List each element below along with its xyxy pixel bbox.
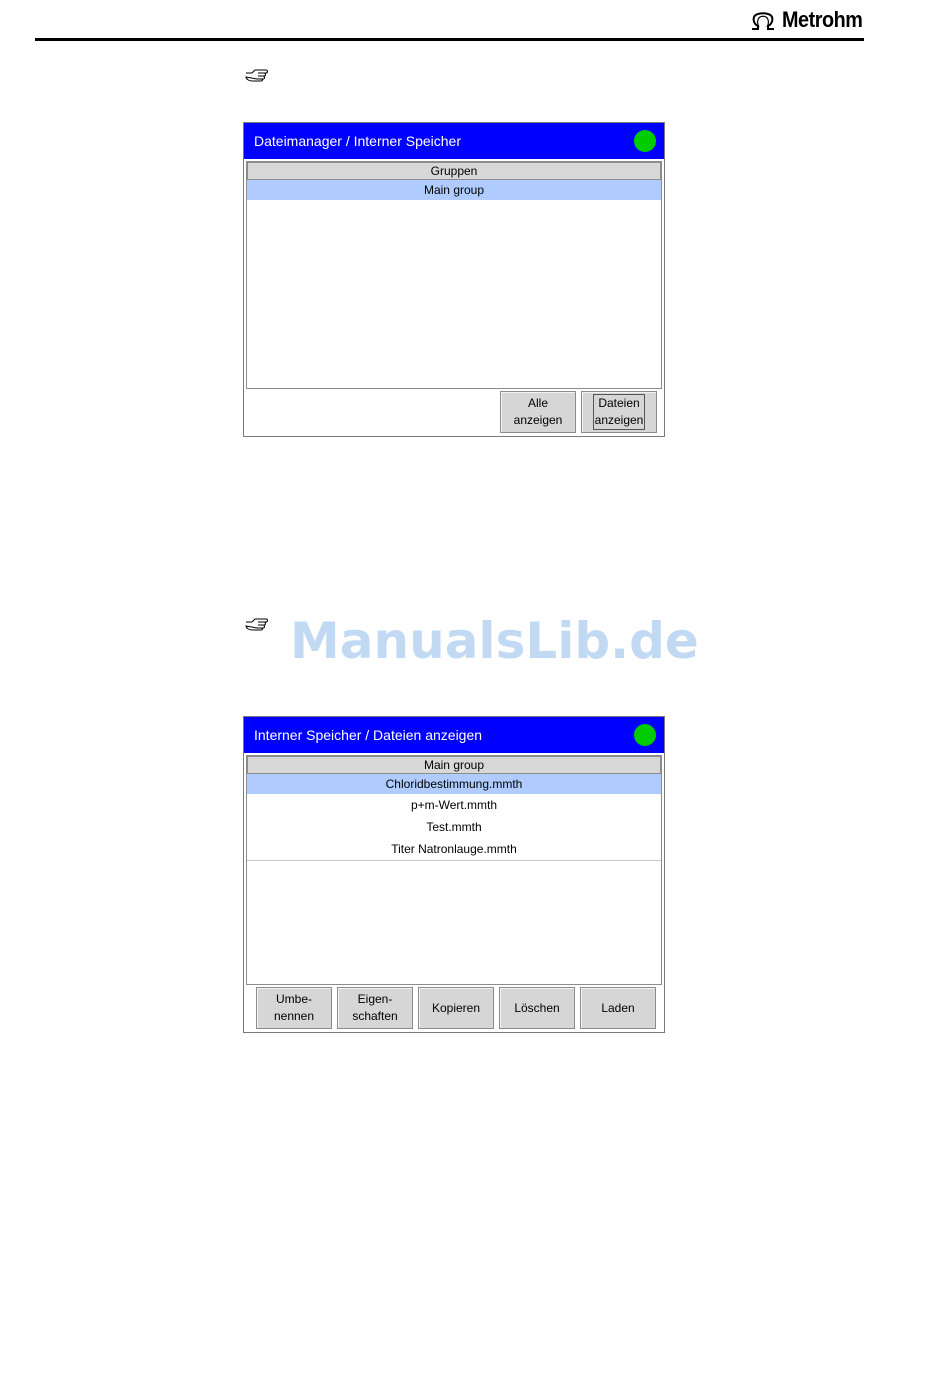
button-bar <box>244 985 664 1032</box>
groups-list <box>246 161 662 389</box>
pointing-hand-icon <box>244 67 270 83</box>
load-button[interactable]: Laden <box>580 987 656 1029</box>
properties-button[interactable]: Eigen- schaften <box>337 987 413 1029</box>
rename-button[interactable]: Umbe- nennen <box>256 987 332 1029</box>
column-header: Gruppen <box>247 162 661 180</box>
header-rule <box>35 38 864 41</box>
column-header: Main group <box>247 756 661 774</box>
logo-text: Metrohm <box>782 7 863 32</box>
copy-button[interactable]: Kopieren <box>418 987 494 1029</box>
list-item[interactable]: Chloridbestimmung.mmth <box>247 774 661 794</box>
window-title: Interner Speicher / Dateien anzeigen <box>254 727 483 743</box>
status-indicator <box>634 130 656 152</box>
title-bar <box>244 717 664 753</box>
pointing-hand-icon <box>244 616 270 632</box>
delete-button[interactable]: Löschen <box>499 987 575 1029</box>
show-all-button[interactable]: Alle anzeigen <box>500 391 576 433</box>
list-item[interactable]: p+m-Wert.mmth <box>410 798 498 812</box>
files-list <box>246 755 662 985</box>
watermark: ManualsLib.de <box>290 612 699 670</box>
list-item[interactable]: Main group <box>247 180 661 200</box>
omega-logo-icon <box>748 8 778 32</box>
show-files-button[interactable]: Dateien anzeigen <box>581 391 657 433</box>
show-files-window <box>243 716 665 1033</box>
button-bar <box>244 389 664 436</box>
list-item[interactable]: Titer Natronlauge.mmth <box>247 838 661 861</box>
window-title: Dateimanager / Interner Speicher <box>254 133 461 149</box>
file-manager-window <box>243 122 665 437</box>
list-item[interactable]: Test.mmth <box>426 820 482 834</box>
status-indicator <box>634 724 656 746</box>
metrohm-logo <box>748 6 871 34</box>
title-bar <box>244 123 664 159</box>
